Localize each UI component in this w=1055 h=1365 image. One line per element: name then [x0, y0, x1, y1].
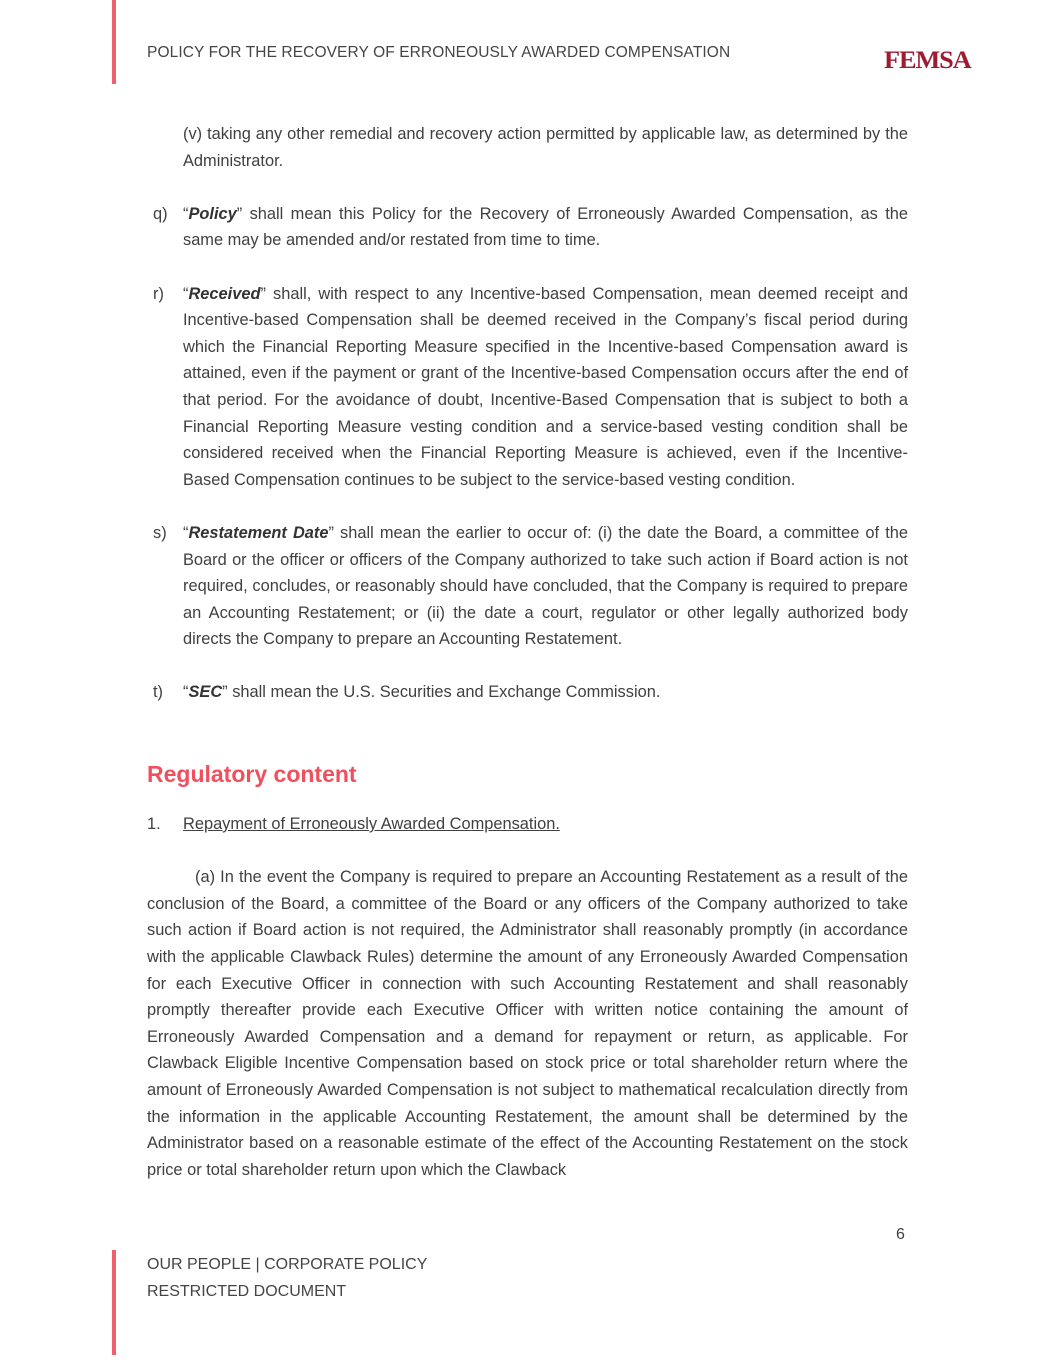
open-quote: “ [183, 683, 189, 702]
close-quote: ” [328, 523, 334, 542]
definition-item-received [147, 281, 908, 494]
definition-text [183, 679, 908, 706]
continuation-paragraph: (v) taking any other remedial and recovery action permitted by applicable law, as determined by the Administrator. [183, 125, 908, 170]
definition-item-sec [147, 679, 908, 706]
footer-accent-bar [112, 1250, 116, 1355]
definition-marker: s) [153, 523, 167, 542]
subheading-text: Repayment of Erroneously Awarded Compensation. [183, 815, 560, 834]
close-quote: ” [260, 284, 266, 303]
open-quote: “ [183, 204, 189, 223]
open-quote: “ [183, 523, 189, 542]
definition-description: shall mean this Policy for the Recovery of Erroneously Awarded Compensation, as the same may be amended and/or restated from time to time. [183, 204, 908, 250]
definition-marker: t) [153, 683, 164, 702]
footer-line-1: OUR PEOPLE | CORPORATE POLICY [147, 1256, 428, 1273]
footer [147, 1252, 427, 1305]
document-body [147, 121, 908, 1183]
definition-text [183, 520, 908, 653]
open-quote: “ [183, 284, 189, 303]
definition-description: shall, with respect to any Incentive-based Compensation, mean deemed receipt and Incentive-based Compensation shall be deemed received in the Company’s fiscal period during which the Financial Reporting Measure specified in the Incentive-based Compensation award is attained, even if the payment or grant of the Incentive-based Compensation occurs after the end of that period. For the avoidance of doubt, Incentive-Based Compensation that is subject to both a Financial Reporting Measure vesting condition and a service-based vesting condition shall be considered received when the Financial Reporting Measure is achieved, even if the Incentive-Based Compensation continues to be subject to the service-based vesting condition. [183, 284, 908, 489]
femsa-logo: FEMSA [884, 47, 971, 74]
defined-term: Restatement Date [188, 523, 329, 542]
defined-term: Policy [188, 204, 237, 223]
header-document-title: POLICY FOR THE RECOVERY OF ERRONEOUSLY AWARDED COMPENSATION [147, 44, 731, 61]
section-heading-regulatory-content: Regulatory content [147, 761, 357, 788]
definition-item-restatement-date [147, 520, 908, 653]
definition-text [183, 201, 908, 254]
definition-description: shall mean the earlier to occur of: (i) the date the Board, a committee of the Board or the officer or officers of the Company authorized to take such action if Board action is not required, concludes, or reasonably should have concluded, that the Company is required to prepare an Accounting Restatement; or (ii) the date a court, regulator or other legally authorized body directs the Company to prepare an Accounting Restatement. [183, 523, 908, 649]
definition-marker: r) [153, 284, 164, 303]
definition-marker: q) [153, 204, 168, 223]
defined-term: Received [188, 284, 261, 303]
header-accent-bar [112, 0, 116, 84]
close-quote: ” [236, 204, 243, 223]
definition-item-policy [147, 201, 908, 254]
close-quote: ” [222, 683, 228, 702]
defined-term: SEC [188, 683, 223, 702]
definition-text [183, 281, 908, 494]
subheading-number: 1. [147, 815, 161, 834]
page-number: 6 [896, 1226, 905, 1243]
definition-description: shall mean the U.S. Securities and Exchange Commission. [227, 683, 661, 702]
numbered-subheading [147, 811, 908, 838]
footer-line-2: RESTRICTED DOCUMENT [147, 1282, 347, 1300]
paragraph-a: (a) In the event the Company is required to prepare an Accounting Restatement as a result of the conclusion of the Board, a committee of the Board or any officers of the Company authorized to take such action if Board action is not required, the Administrator shall reasonably promptly (in accordance with the applicable Clawback Rules) determine the amount of any Erroneously Awarded Compensation for each Executive Officer in connection with such Accounting Restatement and shall reasonably promptly thereafter provide each Executive Officer with written notice containing the amount of Erroneously Awarded Compensation and a demand for repayment or return, as applicable. For Clawback Eligible Incentive Compensation based on stock price or total shareholder return where the amount of Erroneously Awarded Compensation is not subject to mathematical recalculation directly from the information in the applicable Accounting Restatement, the amount shall be determined by the Administrator based on a reasonable estimate of the effect of the Accounting Restatement on the stock price or total shareholder return upon which the Clawback [147, 868, 908, 1179]
